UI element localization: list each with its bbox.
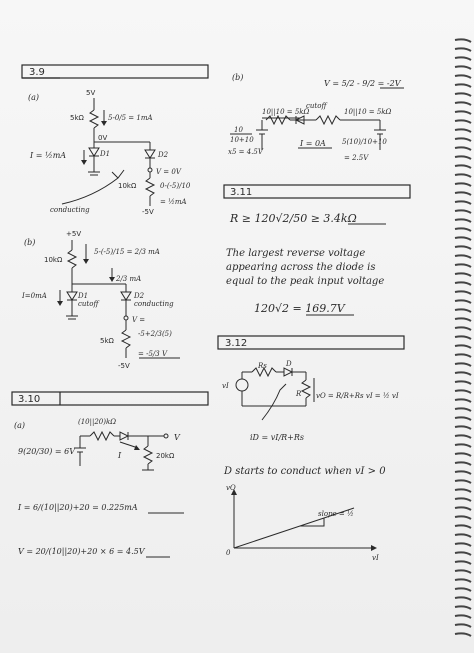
binding-coil — [455, 282, 471, 285]
right-frac: 5(10)/10+10 — [342, 138, 387, 146]
r-top-a: 5kΩ — [70, 114, 84, 122]
binding-coil — [455, 219, 471, 222]
cutoff-label: cutoff — [306, 102, 327, 110]
reverse-voltage-line-2: appearing across the diode is — [226, 262, 376, 273]
r-par-310: (10||20)kΩ — [78, 418, 117, 426]
binding-coil — [455, 147, 471, 150]
binding-coil — [455, 237, 471, 240]
binding-coil — [455, 633, 471, 636]
left-v: x5 = 4.5V — [228, 148, 263, 156]
diode-d2-b: D2 — [134, 292, 145, 300]
part-b-label: (b) — [24, 238, 36, 247]
binding-coil — [455, 363, 471, 366]
graph-y-label: vO — [226, 484, 236, 492]
transfer-characteristic-graph — [226, 484, 379, 562]
i-eq2-a: = ½mA — [160, 198, 187, 206]
binding-coil — [455, 165, 471, 168]
voltage-eq-310: V = 20/(10||20)+20 × 6 = 4.5V — [18, 547, 145, 556]
src-eq-310: 9(20/30) = 6V — [18, 447, 76, 456]
binding-coil — [455, 399, 471, 402]
binding-coil — [455, 516, 471, 519]
binding-coil — [455, 354, 471, 357]
spiral-binding — [455, 39, 471, 636]
binding-coil — [455, 615, 471, 618]
binding-coil — [455, 228, 471, 231]
diode-d1-a: D1 — [100, 150, 111, 158]
heading-box-3-9 — [22, 65, 208, 78]
binding-coil — [455, 462, 471, 465]
binding-coil — [455, 579, 471, 582]
part-a-label: (a) — [28, 93, 40, 102]
binding-coil — [455, 318, 471, 321]
binding-coil — [455, 336, 471, 339]
vi-source-label: vI — [222, 382, 229, 390]
binding-coil — [455, 273, 471, 276]
note-conducting-a: conducting — [50, 206, 90, 214]
node-0v: 0V — [98, 134, 108, 142]
binding-coil — [455, 129, 471, 132]
binding-coil — [455, 183, 471, 186]
binding-coil — [455, 444, 471, 447]
binding-coil — [455, 381, 471, 384]
binding-coil — [455, 174, 471, 177]
heading-3-9: 3.9 — [29, 67, 45, 78]
part-a-label-310: (a) — [14, 421, 26, 430]
i-eq-a: 0-(-5)/10 — [160, 182, 191, 190]
binding-coil — [455, 66, 471, 69]
current-eq-310: I = 6/(10||20)+20 = 0.225mA — [18, 503, 138, 512]
section-3-10 — [12, 392, 208, 557]
binding-coil — [455, 102, 471, 105]
binding-coil — [455, 624, 471, 627]
v-out-a: V = 0V — [156, 168, 181, 176]
r-eq-right: 10||10 = 5kΩ — [344, 108, 392, 116]
i-d1-b: I=0mA — [22, 292, 47, 300]
v-node-b: V = — [132, 316, 146, 324]
section-3-12 — [218, 336, 404, 562]
binding-coil — [455, 390, 471, 393]
graph-origin: 0 — [226, 549, 231, 557]
binding-coil — [455, 138, 471, 141]
binding-coil — [455, 372, 471, 375]
current-eq-b: 5-(-5)/15 = 2/3 mA — [94, 248, 160, 256]
vo-eq: vO = R/R+Rs vI = ½ vI — [316, 392, 399, 400]
r-load-310: 20kΩ — [156, 452, 175, 460]
binding-coil — [455, 201, 471, 204]
binding-coil — [455, 120, 471, 123]
d1-cutoff-b: cutoff — [78, 300, 99, 308]
binding-coil — [455, 606, 471, 609]
binding-coil — [455, 471, 471, 474]
right-v: = 2.5V — [344, 154, 369, 162]
v-out-310: V — [174, 433, 180, 442]
i-d1-a: I = ½mA — [30, 151, 67, 160]
r-bottom-a: 10kΩ — [118, 182, 137, 190]
v-eq-b: -5+2/3(5) — [138, 330, 172, 338]
branch-i-b: 2/3 mA — [116, 275, 142, 283]
binding-coil — [455, 480, 471, 483]
binding-coil — [455, 327, 471, 330]
current-eq-a: 5-0/5 = 1mA — [108, 114, 153, 122]
supply-neg5v-a: -5V — [142, 208, 154, 216]
binding-coil — [455, 588, 471, 591]
conduction-statement: D starts to conduct when vI > 0 — [224, 466, 386, 477]
binding-coil — [455, 498, 471, 501]
diode-d2-a: D2 — [158, 151, 169, 159]
binding-coil — [455, 48, 471, 51]
reverse-voltage-line-3: equal to the peak input voltage — [226, 276, 385, 287]
binding-coil — [455, 39, 471, 42]
v-result-b: = -5/3 V — [138, 350, 168, 358]
binding-coil — [455, 543, 471, 546]
binding-coil — [455, 57, 471, 60]
rs-label: Rs — [258, 362, 267, 370]
peak-voltage-result: 120√2 = 169.7V — [254, 302, 345, 315]
r-bottom-b: 5kΩ — [100, 337, 114, 345]
diode-d1-b: D1 — [78, 292, 89, 300]
v-eq-right: V = 5/2 - 9/2 = -2V — [324, 79, 401, 88]
binding-coil — [455, 210, 471, 213]
i-right: I = 0A — [300, 139, 326, 148]
binding-coil — [455, 561, 471, 564]
binding-coil — [455, 597, 471, 600]
binding-coil — [455, 300, 471, 303]
supply-neg5v-b: -5V — [118, 362, 130, 370]
left-frac-bottom: 10+10 — [230, 136, 254, 144]
binding-coil — [455, 345, 471, 348]
diode-d-label: D — [286, 360, 292, 368]
binding-coil — [455, 453, 471, 456]
binding-coil — [455, 111, 471, 114]
binding-coil — [455, 192, 471, 195]
heading-3-11: 3.11 — [230, 187, 253, 198]
reverse-voltage-line-1: The largest reverse voltage — [226, 248, 366, 259]
heading-3-10: 3.10 — [18, 394, 41, 405]
binding-coil — [455, 507, 471, 510]
binding-coil — [455, 291, 471, 294]
r-top-b: 10kΩ — [44, 256, 63, 264]
binding-coil — [455, 255, 471, 258]
binding-coil — [455, 75, 471, 78]
supply-5v: 5V — [86, 89, 96, 97]
binding-coil — [455, 156, 471, 159]
slope-annotation: slope = ½ — [318, 510, 354, 518]
binding-coil — [455, 426, 471, 429]
part-b-right-label: (b) — [232, 73, 244, 82]
section-3-11 — [224, 185, 410, 315]
binding-coil — [455, 570, 471, 573]
d2-conducting-b: conducting — [134, 300, 174, 308]
binding-coil — [455, 246, 471, 249]
heading-box-3-10 — [12, 392, 208, 405]
binding-coil — [455, 84, 471, 87]
r-left-right: 10||10 = 5kΩ — [262, 108, 310, 116]
resistor-bound-eq: R ≥ 120√2/50 ≥ 3.4kΩ — [230, 212, 357, 225]
binding-coil — [455, 534, 471, 537]
heading-3-12: 3.12 — [225, 338, 248, 349]
binding-coil — [455, 525, 471, 528]
binding-coil — [455, 435, 471, 438]
binding-coil — [455, 552, 471, 555]
binding-coil — [455, 417, 471, 420]
supply-plus5v-b: +5V — [66, 230, 82, 238]
r-label: R — [296, 390, 302, 398]
binding-coil — [455, 309, 471, 312]
graph-x-label: vI — [372, 554, 379, 562]
binding-coil — [455, 408, 471, 411]
binding-coil — [455, 264, 471, 267]
left-frac-top: 10 — [234, 126, 243, 134]
binding-coil — [455, 489, 471, 492]
binding-coil — [455, 93, 471, 96]
id-eq: iD = vI/R+Rs — [250, 433, 304, 442]
i-label-310: I — [118, 451, 122, 460]
